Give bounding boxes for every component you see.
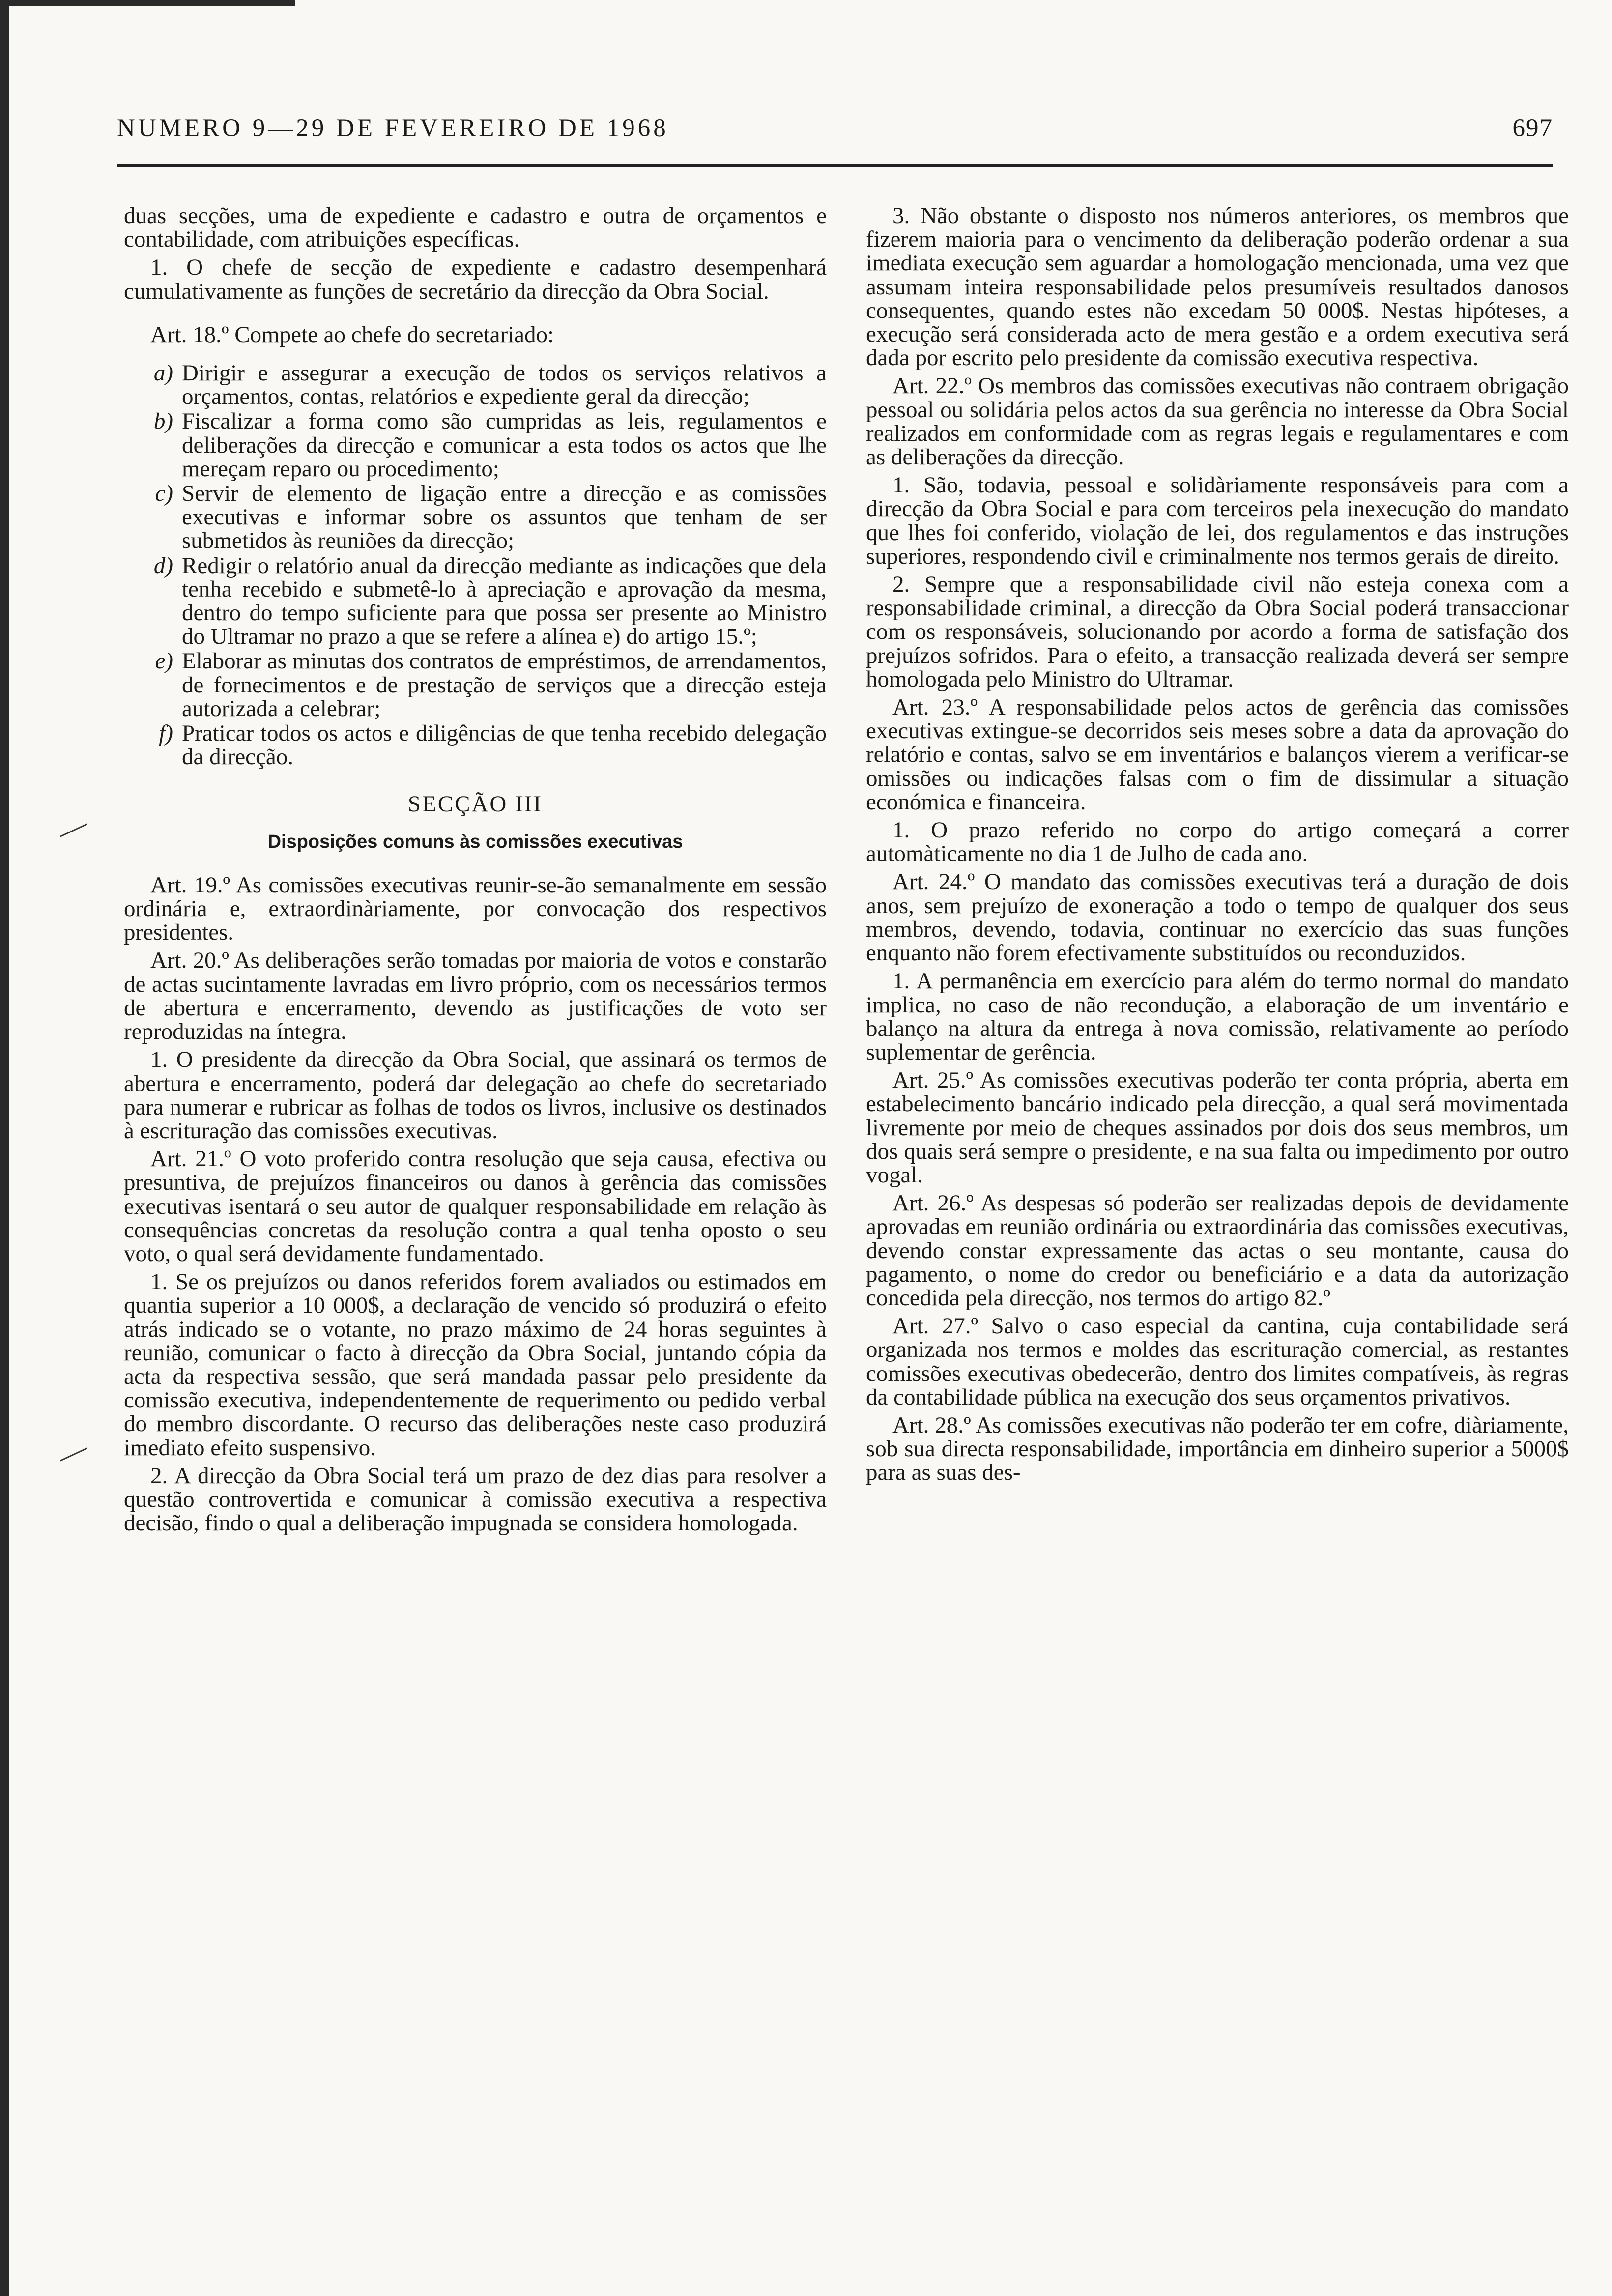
list-item — [124, 649, 827, 720]
list-item-letter: f) — [159, 720, 173, 746]
list-item-letter: a) — [153, 360, 173, 386]
article-27: Art. 27.º Salvo o caso especial da cantina, cuja contabilidade será organizada nos termos e moldes das escrituração comercial, as restantes comissões executivas obedecerão, dentro dos limites compatíveis, às regras da contabilidade pública na execução dos seus orçamentos privativos. — [866, 1313, 1569, 1410]
scan-mark — [60, 823, 87, 837]
list-item-letter: b) — [153, 408, 173, 434]
left-column — [124, 204, 827, 1539]
article-23: Art. 23.º A responsabilidade pelos actos de gerência das comissões executivas extingue-se decorridos seis meses sobre a data da aprovação do relatório e contas, salvo se em inventários e balanços vierem a verificar-se omissões ou indicações falsas com o fim de dissimular a situação económica e financeira. — [866, 694, 1569, 815]
journal-issue-title: NUMERO 9—29 DE FEVEREIRO DE 1968 — [117, 115, 669, 142]
list-item-text: Dirigir e assegurar a execução de todos os serviços relativos a orçamentos, contas, relatórios e expediente geral da direcção; — [182, 360, 827, 410]
paragraph: 3. Não obstante o disposto nos números anteriores, os membros que fizerem maioria para o vencimento da deliberação poderão ordenar a sua imediata execução sem aguardar a homologação mencionada, uma vez que assumam inteira responsabilidade pelos presumíveis resultados danosos consequentes, quando estes não excedam 50 000$. Nestas hipóteses, a execução será considerada acto de mera gestão e a ordem executiva será dada por escrito pelo presidente da comissão executiva respectiva. — [866, 203, 1569, 371]
section-subtitle: Disposições comuns às comissões executivas — [267, 831, 683, 852]
paragraph: 1. O presidente da direcção da Obra Social, que assinará os termos de abertura e encerramento, poderá dar delegação ao chefe do secretariado para numerar e rubricar as folhas de todos os livros, inclusive os destinados à escrituração das comissões executivas. — [124, 1047, 827, 1144]
list-item-text: Elaborar as minutas dos contratos de empréstimos, de arrendamentos, de fornecimentos e de prestação de serviços que a direcção esteja autorizada a celebrar; — [182, 648, 827, 721]
list-item — [124, 361, 827, 408]
list-item — [124, 409, 827, 481]
list-item — [124, 482, 827, 553]
paragraph: 1. A permanência em exercício para além do termo normal do mandato implica, no caso de não recondução, a elaboração de um inventário e balanço na altura da entrega à nova comissão, relativamente ao período suplementar de gerência. — [866, 968, 1569, 1065]
list-item-letter: e) — [155, 648, 173, 674]
page-number: 697 — [1512, 115, 1553, 142]
paragraph: 2. Sempre que a responsabilidade civil não esteja conexa com a responsabilidade criminal, a direcção da Obra Social poderá transaccionar com os responsáveis, solucionando por acordo a forma de satisfação dos prejuízos sofridos. Para o efeito, a transacção realizada deverá ser sempre homologada pelo Ministro do Ultramar. — [866, 572, 1569, 692]
section-title: SECÇÃO III — [407, 791, 543, 817]
list-item — [124, 554, 827, 649]
article-24: Art. 24.º O mandato das comissões executivas terá a duração de dois anos, sem prejuízo de exoneração a todo o tempo de qualquer dos seus membros, devendo, todavia, continuar no exercício das suas funções enquanto não forem efectivamente substituídos ou reconduzidos. — [866, 869, 1569, 966]
paragraph: duas secções, uma de expediente e cadastro e outra de orçamentos e contabilidade, com atribuições específicas. — [124, 203, 827, 253]
list-item-text: Servir de elemento de ligação entre a direcção e as comissões executivas e informar sobre os assuntos que tenham de ser submetidos às reuniões da direcção; — [182, 481, 827, 554]
paragraph: 1. Se os prejuízos ou danos referidos forem avaliados ou estimados em quantia superior a 10 000$, a declaração de vencido só produzirá o efeito atrás indicado se o votante, no prazo máximo de 24 horas seguintes à reunião, comunicar o facto à direcção da Obra Social, juntando cópia da acta da respectiva sessão, que será mandada passar pelo presidente da comissão executiva, independentemente de requerimento ou pedido verbal do membro discordante. O recurso das deliberações neste caso produzirá imediato efeito suspensivo. — [124, 1269, 827, 1461]
scan-corner-shadow — [0, 0, 295, 6]
article-19: Art. 19.º As comissões executivas reunir-se-ão semanalmente em sessão ordinária e, extraordinàriamente, por convocação dos respectivos presidentes. — [124, 872, 827, 946]
list-item-letter: c) — [155, 481, 173, 507]
scan-edge-shadow — [0, 0, 9, 2296]
article-21: Art. 21.º O voto proferido contra resolução que seja causa, efectiva ou presuntiva, de prejuízos financeiros ou danos à gerência das comissões executivas isentará o seu autor de qualquer responsabilidade em relação às consequências concretas da resolução contra a qual tenha oposto o seu voto, o qual será devidamente fundamentado. — [124, 1146, 827, 1266]
paragraph: 2. A direcção da Obra Social terá um prazo de dez dias para resolver a questão controvertida e comunicar à comissão executiva a respectiva decisão, findo o qual a deliberação impugnada se considera homologada. — [124, 1463, 827, 1536]
list-item-letter: d) — [153, 552, 173, 578]
right-column — [866, 204, 1569, 1489]
article-22: Art. 22.º Os membros das comissões executivas não contraem obrigação pessoal ou solidária pelos actos da sua gerência no interesse da Obra Social realizados em conformidade com as regras legais e regulamentares e com as deliberações da direcção. — [866, 373, 1569, 470]
paragraph: 1. O prazo referido no corpo do artigo começará a correr automàticamente no dia 1 de Julho de cada ano. — [866, 817, 1569, 867]
article-28: Art. 28.º As comissões executivas não poderão ter em cofre, diàriamente, sob sua directa responsabilidade, importância em dinheiro superior a 5000$ para as suas des- — [866, 1412, 1569, 1486]
article-18: Art. 18.º Compete ao chefe do secretariado: — [150, 321, 554, 347]
paragraph: 1. São, todavia, pessoal e solidàriamente responsáveis para com a direcção da Obra Social e para com terceiros pela inexecução do mandato que lhes foi conferido, violação de lei, dos regulamentos e das instruções superiores, respondendo civil e criminalmente nos termos gerais de direito. — [866, 472, 1569, 569]
header-rule — [117, 164, 1553, 167]
paragraph: 1. O chefe de secção de expediente e cadastro desempenhará cumulativamente as funções de secretário da direcção da Obra Social. — [124, 255, 827, 304]
list-item-text: Fiscalizar a forma como são cumpridas as leis, regulamentos e deliberações da direcção e comunicar a esta todos os actos que lhe mereçam reparo ou procedimento; — [182, 408, 827, 482]
article-20: Art. 20.º As deliberações serão tomadas por maioria de votos e constarão de actas sucintamente lavradas em livro próprio, com os necessários termos de abertura e encerramento, devendo as justificações de voto ser reproduzidas na íntegra. — [124, 947, 827, 1045]
list-item — [124, 721, 827, 769]
page-header — [117, 106, 1553, 150]
list-item-text: Praticar todos os actos e diligências de que tenha recebido delegação da direcção. — [182, 720, 827, 770]
article-25: Art. 25.º As comissões executivas poderão ter conta própria, aberta em estabelecimento bancário indicado pela direcção, a qual será movimentada livremente por meio de cheques assinados por dois dos seus membros, um dos quais será sempre o presidente, e na sua falta ou impedimento por outro vogal. — [866, 1067, 1569, 1188]
article-26: Art. 26.º As despesas só poderão ser realizadas depois de devidamente aprovadas em reunião ordinária ou extraordinária das comissões executivas, devendo constar expressamente das actas o seu montante, causa do pagamento, o nome do credor ou beneficiário e a data da autorização concedida pela direcção, nos termos do artigo 82.º — [866, 1190, 1569, 1311]
list-item-text: Redigir o relatório anual da direcção mediante as indicações que dela tenha recebido e submetê-lo à apreciação e aprovação da mesma, dentro do tempo suficiente para que possa ser presente ao Ministro do Ultramar no prazo a que se refere a alínea e) do artigo 15.º; — [182, 552, 827, 650]
scan-mark — [60, 1447, 87, 1461]
